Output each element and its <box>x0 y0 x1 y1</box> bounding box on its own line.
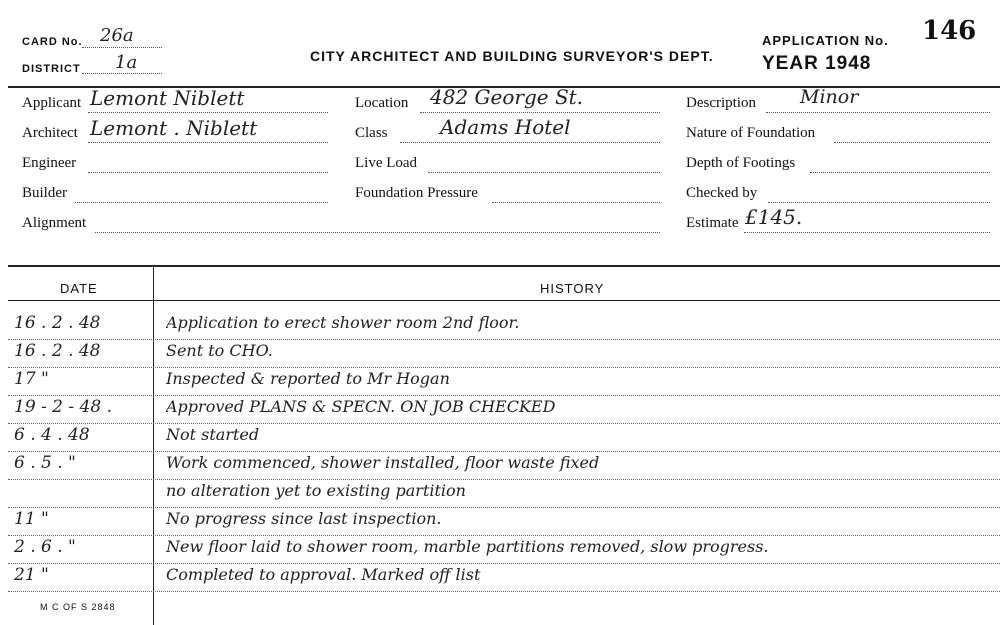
row-rule <box>8 423 1000 424</box>
row-history: No progress since last inspection. <box>166 509 442 528</box>
row-date: 6 . 4 . 48 <box>14 425 90 445</box>
district-value: 1a <box>115 52 138 73</box>
architect-label: Architect <box>22 125 78 141</box>
applicant-label: Applicant <box>22 95 82 111</box>
description-label: Description <box>686 95 756 111</box>
card-no-label: CARD No. <box>22 36 83 48</box>
row-history: no alteration yet to existing partition <box>166 481 466 500</box>
row-date: 2 . 6 . " <box>14 537 76 557</box>
application-no-label: APPLICATION No. <box>762 33 889 48</box>
row-rule <box>8 395 1000 396</box>
builder-label: Builder <box>22 185 67 201</box>
checked-by-label: Checked by <box>686 185 758 201</box>
architect-value: Lemont . Niblett <box>90 116 258 140</box>
row-date: 16 . 2 . 48 <box>14 313 101 333</box>
row-history: New floor laid to shower room, marble partitions removed, slow progress. <box>166 537 769 556</box>
card-no-value: 26a <box>100 25 134 46</box>
nature-of-foundation-label: Nature of Foundation <box>686 125 816 141</box>
row-rule <box>8 563 1000 564</box>
row-history: Application to erect shower room 2nd floor. <box>166 313 520 332</box>
row-rule <box>8 339 1000 340</box>
row-rule <box>8 367 1000 368</box>
row-rule <box>8 535 1000 536</box>
row-history: Completed to approval. Marked off list <box>166 565 481 584</box>
row-date: 6 . 5 . " <box>14 453 76 473</box>
class-label: Class <box>355 125 388 141</box>
live-load-label: Live Load <box>355 155 418 171</box>
row-history: Approved PLANS & SPECN. ON JOB CHECKED <box>166 397 556 416</box>
description-value: Minor <box>800 86 859 108</box>
date-column-header: DATE <box>60 281 98 296</box>
estimate-label: Estimate <box>686 215 739 231</box>
location-label: Location <box>355 95 409 111</box>
application-number: 146 <box>922 16 977 46</box>
row-rule <box>8 479 1000 480</box>
class-value: Adams Hotel <box>440 115 571 139</box>
row-date: 21 " <box>14 565 49 585</box>
depth-of-footings-label: Depth of Footings <box>686 155 796 171</box>
row-history: Inspected & reported to Mr Hogan <box>166 369 450 388</box>
district-label: DISTRICT <box>22 63 81 75</box>
row-rule <box>8 507 1000 508</box>
row-date: 17 " <box>14 369 49 389</box>
row-rule <box>8 451 1000 452</box>
row-date: 16 . 2 . 48 <box>14 341 101 361</box>
row-history: Sent to CHO. <box>166 341 273 360</box>
alignment-label: Alignment <box>22 215 87 231</box>
foundation-pressure-label: Foundation Pressure <box>355 185 478 201</box>
estimate-value: £145. <box>745 205 803 229</box>
department-title: CITY ARCHITECT AND BUILDING SURVEYOR'S DEPT. <box>310 48 714 64</box>
row-history: Not started <box>166 425 260 444</box>
form-code: M C OF S 2848 <box>40 602 116 612</box>
year-label: YEAR 1948 <box>762 53 872 74</box>
row-history: Work commenced, shower installed, floor waste fixed <box>166 453 600 472</box>
row-rule <box>8 591 1000 592</box>
engineer-label: Engineer <box>22 155 77 171</box>
applicant-value: Lemont Niblett <box>90 86 245 110</box>
row-date: 11 " <box>14 509 49 529</box>
row-date: 19 - 2 - 48 . <box>14 397 112 417</box>
location-value: 482 George St. <box>430 85 584 109</box>
history-column-header: HISTORY <box>540 281 605 296</box>
